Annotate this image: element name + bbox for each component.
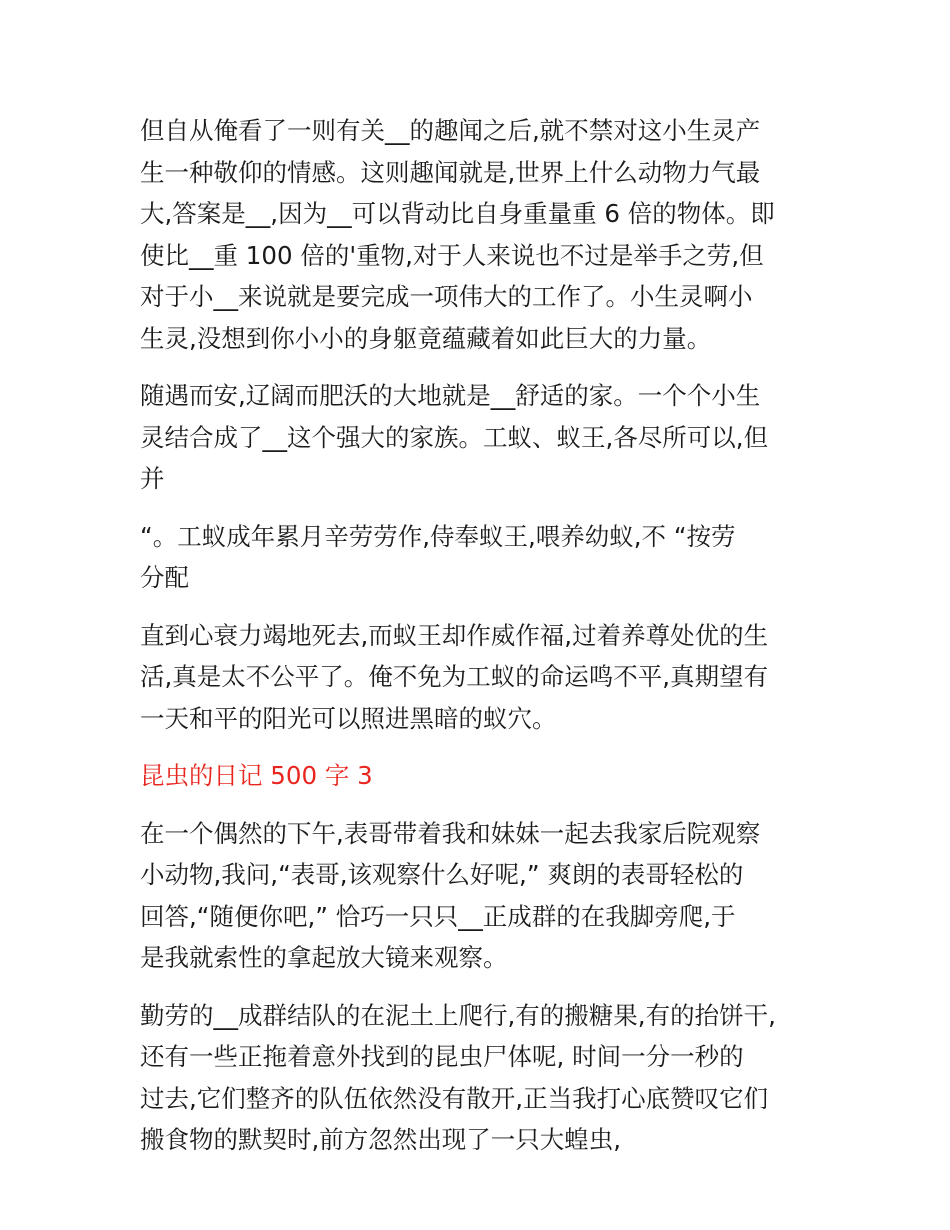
text-line: 灵结合成了__这个强大的家族。工蚁、蚁王,各尽所可以,但 — [140, 422, 769, 452]
text-line: 分配 — [140, 563, 189, 592]
text-line: 但自从俺看了一则有关__的趣闻之后,就不禁对这小生灵产 — [140, 116, 761, 145]
text-line: 使比__重 100 倍的'重物,对于人来说也不过是举手之劳,但 — [140, 240, 764, 270]
paragraph-6 — [140, 995, 820, 1161]
document-page — [140, 110, 820, 1177]
text-line: 还有一些正拖着意外找到的昆虫尸体呢, 时间一分一秒的 — [140, 1042, 744, 1071]
text-line: “。工蚁成年累月辛劳劳作,侍奉蚁王,喂养幼蚁,不 “按劳 — [140, 521, 736, 551]
text-line: 生一种敬仰的情感。这则趣闻就是,世界上什么动物力气最 — [140, 157, 761, 187]
section-heading: 昆虫的日记 500 字 3 — [140, 761, 373, 790]
paragraph-2 — [140, 375, 820, 500]
text-line: 勤劳的__成群结队的在泥土上爬行,有的搬糖果,有的抬饼干, — [140, 1000, 776, 1030]
text-line: 搬食物的默契时,前方忽然出现了一只大蝗虫, — [140, 1125, 622, 1154]
paragraph-5 — [140, 813, 820, 979]
text-line: 在一个偶然的下午,表哥带着我和妹妹一起去我家后院观察 — [140, 818, 761, 848]
text-line: 随遇而安,辽阔而肥沃的大地就是__舒适的家。一个个小生 — [140, 381, 761, 410]
text-line: 并 — [140, 464, 165, 493]
text-line: 是我就索性的拿起放大镜来观察。 — [140, 943, 508, 972]
paragraph-1 — [140, 110, 820, 359]
text-line: 直到心衰力竭地死去,而蚁王却作威作福,过着养尊处优的生 — [140, 620, 769, 650]
text-line: 过去,它们整齐的队伍依然没有散开,正当我打心底赞叹它们 — [140, 1083, 769, 1113]
text-line: 对于小__来说就是要完成一项伟大的工作了。小生灵啊小 — [140, 282, 753, 311]
text-line: 回答,“随便你吧,” 恰巧一只只__正成群的在我脚旁爬,于 — [140, 901, 736, 931]
text-line: 活,真是太不公平了。俺不免为工蚁的命运鸣不平,真期望有 — [140, 662, 769, 691]
paragraph-3 — [140, 516, 820, 599]
text-line: 大,答案是__,因为__可以背动比自身重量重 6 倍的物体。即 — [140, 199, 775, 228]
text-line: 小动物,我问,“表哥,该观察什么好呢,” 爽朗的表哥轻松的 — [140, 860, 744, 889]
paragraph-4 — [140, 615, 820, 740]
text-line: 生灵,没想到你小小的身躯竟蕴藏着如此巨大的力量。 — [140, 323, 712, 353]
text-line: 一天和平的阳光可以照进黑暗的蚁穴。 — [140, 703, 557, 733]
